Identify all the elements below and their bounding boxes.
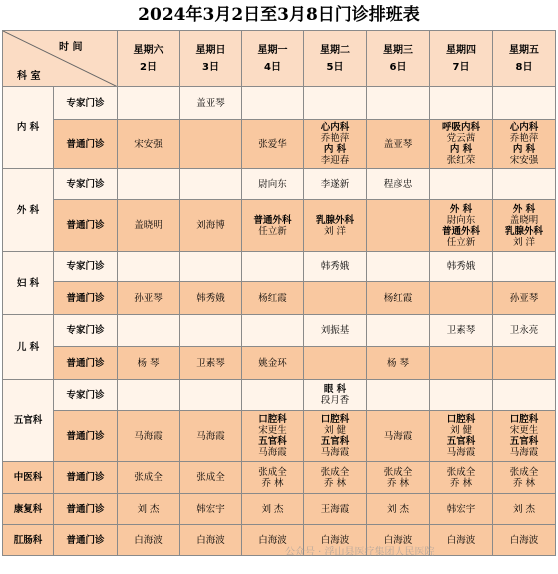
schedule-cell [430, 120, 493, 169]
schedule-cell [493, 494, 556, 525]
dept-label: 科 室 [17, 71, 41, 82]
schedule-cell [493, 282, 556, 315]
date-label: 6日 [389, 61, 407, 73]
doctor-name: 马海霞 [383, 430, 413, 442]
doctor-name: 马海霞 [196, 430, 225, 442]
table-row [3, 87, 556, 120]
schedule-cell [304, 87, 367, 120]
schedule-cell [180, 380, 242, 411]
doctor-name: 白海波 [196, 534, 225, 546]
clinic-type: 专家门诊 [54, 87, 118, 120]
doctor-name: 尉向东 [446, 214, 476, 226]
sub-department-label: 五官科 [258, 436, 287, 447]
doctor-name: 任立新 [446, 236, 476, 248]
sub-department-label: 内 科 [449, 144, 473, 155]
doctor-name: 张成全 [196, 472, 225, 483]
sub-department-label: 乳腺外科 [315, 214, 354, 226]
doctor-name: 韩秀娥 [196, 292, 225, 304]
day-header [493, 31, 556, 87]
doctor-name: 杨红霞 [383, 292, 413, 304]
clinic-type: 普通门诊 [54, 525, 118, 556]
schedule-cell [242, 315, 304, 347]
day-header [118, 31, 180, 87]
schedule-cell [367, 494, 430, 525]
department-name: 外 科 [3, 169, 54, 252]
table-row [3, 525, 556, 556]
doctor-name: 卫永亮 [509, 325, 539, 336]
doctor-name: 姚金环 [258, 357, 287, 369]
doctor-name: 张爱华 [258, 138, 287, 150]
schedule-cell [304, 282, 367, 315]
weekday-label: 星期日 [195, 44, 226, 56]
department-name: 妇 科 [3, 252, 54, 315]
doctor-name: 宋安强 [509, 155, 539, 166]
schedule-cell [430, 462, 493, 494]
day-header [180, 31, 242, 87]
corner-cell [3, 31, 118, 87]
weekday-label: 星期四 [446, 44, 476, 56]
doctor-name: 韩宏宇 [196, 503, 225, 515]
doctor-name: 任立新 [258, 225, 287, 237]
table-row [3, 282, 556, 315]
doctor-name: 马海霞 [509, 447, 539, 458]
schedule-cell [180, 411, 242, 462]
schedule-cell [493, 525, 556, 556]
doctor-name: 段月香 [320, 395, 350, 406]
schedule-cell [304, 347, 367, 380]
table-row [3, 494, 556, 525]
schedule-cell [180, 120, 242, 169]
department-name: 五官科 [3, 380, 54, 462]
schedule-cell [367, 380, 430, 411]
schedule-cell [180, 525, 242, 556]
doctor-name: 刘 杰 [261, 503, 284, 515]
doctor-name: 杨 琴 [137, 357, 160, 369]
clinic-type: 专家门诊 [54, 252, 118, 282]
date-label: 3日 [202, 61, 219, 73]
department-name: 儿 科 [3, 315, 54, 380]
weekday-label: 星期一 [257, 44, 288, 56]
schedule-cell [493, 347, 556, 380]
schedule-cell [493, 200, 556, 252]
schedule-cell [118, 252, 180, 282]
schedule-cell [118, 380, 180, 411]
doctor-name: 乔艳萍 [320, 133, 350, 144]
schedule-cell [304, 315, 367, 347]
doctor-name: 韩秀娥 [446, 261, 476, 272]
table-row [3, 169, 556, 200]
schedule-cell [242, 282, 304, 315]
schedule-cell [430, 380, 493, 411]
schedule-cell [493, 87, 556, 120]
doctor-name: 杨红霞 [258, 292, 287, 304]
doctor-name: 乔 林 [261, 477, 284, 489]
doctor-name: 盖亚琴 [196, 97, 225, 109]
schedule-cell [242, 411, 304, 462]
clinic-type: 普通门诊 [54, 411, 118, 462]
schedule-cell [304, 411, 367, 462]
doctor-name: 尉向东 [258, 178, 287, 190]
page-title: 2024年3月2日至3月8日门诊排班表 [138, 5, 420, 25]
header-row [3, 31, 556, 87]
sub-department-label: 五官科 [446, 436, 476, 447]
schedule-cell [118, 462, 180, 494]
doctor-name: 宋安强 [134, 138, 163, 150]
day-header [242, 31, 304, 87]
sub-department-label: 五官科 [509, 436, 539, 447]
doctor-name: 孙亚琴 [134, 292, 163, 304]
schedule-cell [430, 347, 493, 380]
clinic-type: 普通门诊 [54, 200, 118, 252]
doctor-name: 白海波 [383, 534, 413, 546]
schedule-cell [180, 252, 242, 282]
schedule-cell [118, 411, 180, 462]
doctor-name: 刘 洋 [512, 236, 536, 248]
doctor-name: 刘 杰 [386, 503, 410, 515]
date-label: 7日 [452, 61, 470, 73]
doctor-name: 乔 林 [449, 477, 473, 489]
schedule-cell [493, 120, 556, 169]
doctor-name: 刘 杰 [137, 503, 160, 515]
schedule-cell [180, 200, 242, 252]
schedule-cell [493, 411, 556, 462]
schedule-cell [180, 494, 242, 525]
weekday-label: 星期六 [133, 44, 164, 56]
sub-department-label: 外 科 [512, 203, 536, 215]
doctor-name: 韩宏宇 [446, 503, 476, 515]
schedule-cell [367, 462, 430, 494]
sub-department-label: 心内科 [509, 122, 539, 133]
doctor-name: 党云茜 [446, 133, 476, 144]
table-row [3, 120, 556, 169]
schedule-cell [242, 87, 304, 120]
schedule-cell [493, 380, 556, 411]
doctor-name: 张红荣 [446, 155, 476, 166]
doctor-name: 刘海博 [196, 220, 225, 231]
schedule-cell [430, 252, 493, 282]
date-label: 2日 [140, 61, 157, 73]
doctor-name: 白海波 [258, 534, 287, 546]
schedule-cell [304, 494, 367, 525]
schedule-cell [242, 169, 304, 200]
schedule-cell [180, 315, 242, 347]
schedule-cell [242, 380, 304, 411]
schedule-cell [430, 87, 493, 120]
doctor-name: 白海波 [134, 534, 163, 546]
schedule-cell [242, 252, 304, 282]
doctor-name: 宋更生 [509, 425, 539, 436]
doctor-name: 马海霞 [320, 447, 350, 458]
doctor-name: 刘 洋 [323, 225, 347, 237]
weekday-label: 星期三 [383, 44, 413, 56]
doctor-name: 张成全 [446, 466, 476, 478]
schedule-cell [367, 315, 430, 347]
schedule-cell [367, 87, 430, 120]
doctor-name: 白海波 [509, 534, 539, 546]
table-row [3, 200, 556, 252]
sub-department-label: 口腔科 [446, 414, 476, 425]
schedule-cell [242, 200, 304, 252]
sub-department-label: 口腔科 [509, 414, 539, 425]
schedule-cell [493, 315, 556, 347]
sub-department-label: 内 科 [323, 144, 347, 155]
sub-department-label: 眼 科 [323, 384, 347, 395]
schedule-cell [304, 120, 367, 169]
schedule-cell [367, 347, 430, 380]
schedule-cell [367, 120, 430, 169]
schedule-cell [118, 120, 180, 169]
department-name: 内 科 [3, 87, 54, 169]
doctor-name: 马海霞 [446, 447, 476, 458]
doctor-name: 杨 琴 [386, 357, 410, 369]
doctor-name: 程彦忠 [383, 178, 413, 190]
doctor-name: 刘振基 [320, 325, 350, 336]
schedule-cell [118, 87, 180, 120]
doctor-name: 刘 健 [449, 425, 473, 436]
schedule-cell [180, 282, 242, 315]
weekday-label: 星期二 [320, 44, 350, 56]
doctor-name: 张成全 [134, 472, 163, 483]
schedule-cell [493, 252, 556, 282]
schedule-cell [118, 169, 180, 200]
doctor-name: 乔艳萍 [509, 133, 539, 144]
sub-department-label: 普通外科 [441, 225, 480, 237]
schedule-cell [118, 200, 180, 252]
table-row [3, 462, 556, 494]
sub-department-label: 外 科 [449, 203, 473, 215]
schedule-cell [118, 525, 180, 556]
day-header [367, 31, 430, 87]
sub-department-label: 普通外科 [253, 214, 292, 226]
sub-department-label: 口腔科 [258, 414, 287, 425]
clinic-type: 专家门诊 [54, 169, 118, 200]
schedule-cell [242, 462, 304, 494]
schedule-cell [118, 494, 180, 525]
clinic-type: 普通门诊 [54, 120, 118, 169]
clinic-type: 普通门诊 [54, 282, 118, 315]
schedule-cell [180, 347, 242, 380]
department-name: 康复科 [3, 494, 54, 525]
day-header [304, 31, 367, 87]
table-row [3, 380, 556, 411]
doctor-name: 孙亚琴 [509, 292, 539, 304]
doctor-name: 乔 林 [386, 477, 410, 489]
schedule-cell [304, 462, 367, 494]
schedule-table [2, 30, 556, 556]
sub-department-label: 内 科 [512, 144, 536, 155]
sub-department-label: 口腔科 [320, 414, 350, 425]
table-row [3, 411, 556, 462]
schedule-cell [242, 494, 304, 525]
date-label: 8日 [515, 61, 533, 73]
schedule-cell [367, 169, 430, 200]
schedule-cell [367, 200, 430, 252]
time-label: 时 间 [59, 42, 83, 53]
doctor-name: 张成全 [509, 466, 539, 478]
schedule-cell [367, 252, 430, 282]
clinic-type: 普通门诊 [54, 494, 118, 525]
schedule-cell [304, 380, 367, 411]
table-row [3, 315, 556, 347]
doctor-name: 盖晓明 [134, 220, 163, 231]
doctor-name: 马海霞 [134, 430, 163, 442]
doctor-name: 张成全 [383, 466, 413, 478]
schedule-cell [118, 315, 180, 347]
schedule-cell [367, 411, 430, 462]
schedule-cell [118, 282, 180, 315]
sub-department-label: 五官科 [320, 436, 350, 447]
schedule-cell [493, 169, 556, 200]
schedule-cell [430, 494, 493, 525]
table-row [3, 347, 556, 380]
doctor-name: 白海波 [446, 534, 476, 546]
schedule-cell [430, 525, 493, 556]
watermark: 公众号 · 浮山县医疗集团人民医院 [285, 547, 435, 558]
clinic-type: 专家门诊 [54, 380, 118, 411]
doctor-name: 李迎春 [320, 155, 350, 166]
table-row [3, 252, 556, 282]
schedule-cell [304, 169, 367, 200]
schedule-cell [304, 200, 367, 252]
doctor-name: 白海波 [320, 534, 350, 546]
sub-department-label: 乳腺外科 [504, 225, 543, 237]
schedule-cell [304, 252, 367, 282]
doctor-name: 刘 健 [323, 425, 347, 436]
doctor-name: 张成全 [258, 466, 287, 478]
schedule-cell [180, 462, 242, 494]
doctor-name: 刘 杰 [512, 503, 536, 515]
schedule-cell [180, 169, 242, 200]
doctor-name: 卫素琴 [196, 357, 225, 369]
schedule-cell [493, 462, 556, 494]
schedule-cell [430, 315, 493, 347]
department-name: 中医科 [3, 462, 54, 494]
clinic-type: 普通门诊 [54, 347, 118, 380]
doctor-name: 乔 林 [512, 477, 536, 489]
schedule-cell [180, 87, 242, 120]
doctor-name: 韩秀娥 [320, 261, 350, 272]
sub-department-label: 心内科 [320, 122, 350, 133]
schedule-cell [430, 411, 493, 462]
sub-department-label: 呼吸内科 [441, 122, 480, 133]
doctor-name: 马海霞 [258, 447, 287, 458]
weekday-label: 星期五 [509, 44, 539, 56]
schedule-cell [367, 282, 430, 315]
schedule-cell [118, 347, 180, 380]
doctor-name: 李遂新 [320, 178, 350, 190]
doctor-name: 宋更生 [258, 425, 287, 436]
day-header [430, 31, 493, 87]
schedule-cell [430, 169, 493, 200]
clinic-type: 专家门诊 [54, 315, 118, 347]
doctor-name: 盖亚琴 [383, 138, 413, 150]
schedule-cell [430, 200, 493, 252]
schedule-cell [242, 347, 304, 380]
schedule-cell [242, 120, 304, 169]
doctor-name: 乔 林 [323, 477, 347, 489]
doctor-name: 张成全 [320, 466, 350, 478]
schedule-cell [430, 282, 493, 315]
department-name: 肛肠科 [3, 525, 54, 556]
doctor-name: 王海霞 [320, 503, 350, 515]
doctor-name: 卫素琴 [446, 325, 476, 336]
doctor-name: 盖晓明 [509, 214, 539, 226]
date-label: 4日 [264, 61, 281, 73]
date-label: 5日 [326, 61, 344, 73]
clinic-type: 普通门诊 [54, 462, 118, 494]
